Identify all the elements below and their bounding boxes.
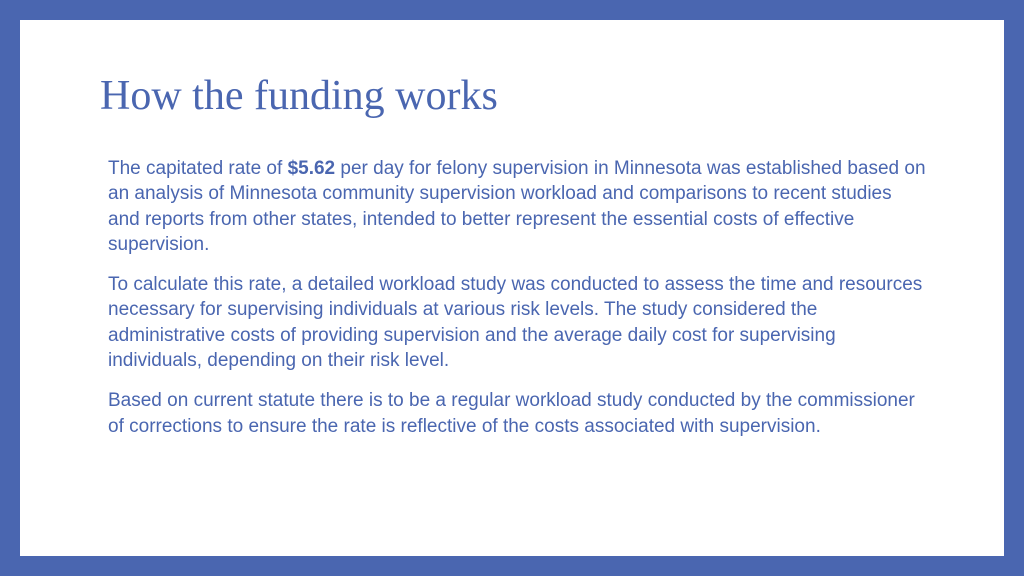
paragraph-capitated-rate bbox=[108, 156, 928, 257]
slide-body bbox=[108, 156, 928, 439]
paragraph-text: per day for felony supervision in Minnesota was established based on an analysis of Minnesota community supervision workload and comparisons to recent studies and reports from other states, intended to better represent the essential costs of effective supervision. bbox=[108, 158, 926, 255]
rate-value: $5.62 bbox=[287, 158, 336, 179]
slide-title: How the funding works bbox=[100, 73, 498, 119]
paragraph-text: The capitated rate of bbox=[108, 158, 288, 179]
slide-canvas bbox=[20, 20, 1004, 556]
paragraph-workload-study: To calculate this rate, a detailed workload study was conducted to assess the time and resources necessary for supervising individuals at various risk levels. The study considered the administrative costs of providing supervision and the average daily cost for supervising individuals, depending on their risk level. bbox=[108, 274, 923, 372]
paragraph-statute: Based on current statute there is to be a regular workload study conducted by the commissioner of corrections to ensure the rate is reflective of the costs associated with supervision. bbox=[108, 390, 915, 437]
